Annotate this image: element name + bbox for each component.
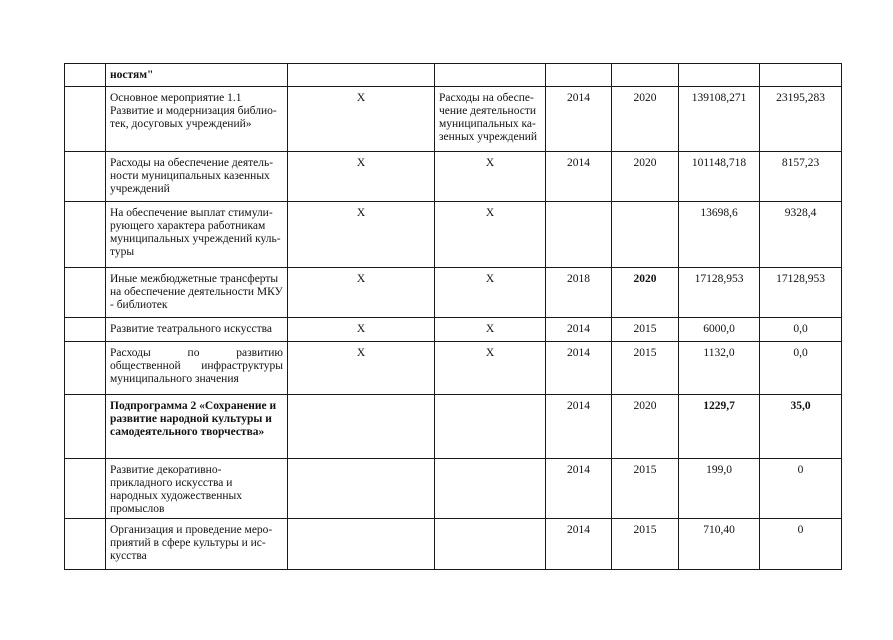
start-year-cell: 2014 [546, 519, 612, 570]
end-year-cell [612, 64, 679, 87]
current-cell: 23195,283 [760, 87, 842, 152]
index-cell [65, 268, 106, 318]
start-year-cell [546, 202, 612, 268]
total-cell: 1132,0 [679, 342, 760, 395]
current-cell: 9328,4 [760, 202, 842, 268]
table-row [65, 395, 842, 459]
responsible-cell: Х [435, 152, 546, 202]
start-year-cell: 2014 [546, 87, 612, 152]
end-year-cell: 2020 [612, 268, 679, 318]
index-cell [65, 318, 106, 342]
start-year-cell: 2014 [546, 459, 612, 519]
budget-table [64, 63, 842, 570]
end-year-cell: 2015 [612, 459, 679, 519]
name-cell: ностям" [106, 64, 288, 87]
name-cell: Основное мероприятие 1.1 Развитие и модернизация библио-тек, досуговых учреждений» [106, 87, 288, 152]
name-cell: Развитие декоративно-прикладного искусства и народных художественных промыслов [106, 459, 288, 519]
coexecutor-cell [288, 395, 435, 459]
index-cell [65, 459, 106, 519]
coexecutor-cell: Х [288, 87, 435, 152]
current-cell: 17128,953 [760, 268, 842, 318]
end-year-cell: 2015 [612, 342, 679, 395]
index-cell [65, 202, 106, 268]
table-row [65, 64, 842, 87]
end-year-cell [612, 202, 679, 268]
total-cell: 17128,953 [679, 268, 760, 318]
current-cell: 8157,23 [760, 152, 842, 202]
current-cell: 0,0 [760, 342, 842, 395]
subprogram-title-cell: Подпрограмма 2 «Сохранение и развитие народной культуры и самодеятельного творчества» [106, 395, 288, 459]
coexecutor-cell [288, 459, 435, 519]
index-cell [65, 152, 106, 202]
current-cell: 0,0 [760, 318, 842, 342]
coexecutor-cell [288, 519, 435, 570]
index-cell [65, 342, 106, 395]
responsible-cell: Х [435, 202, 546, 268]
table-row [65, 202, 842, 268]
coexecutor-cell: Х [288, 152, 435, 202]
current-cell: 35,0 [760, 395, 842, 459]
start-year-cell: 2014 [546, 152, 612, 202]
current-cell: 0 [760, 459, 842, 519]
total-cell [679, 64, 760, 87]
total-cell: 1229,7 [679, 395, 760, 459]
total-cell: 6000,0 [679, 318, 760, 342]
table-row [65, 87, 842, 152]
table-row [65, 459, 842, 519]
start-year-cell [546, 64, 612, 87]
name-cell: Развитие театрального искусства [106, 318, 288, 342]
current-cell: 0 [760, 519, 842, 570]
responsible-cell: Х [435, 342, 546, 395]
responsible-cell [435, 519, 546, 570]
responsible-cell: Х [435, 318, 546, 342]
coexecutor-cell: Х [288, 202, 435, 268]
end-year-cell: 2020 [612, 152, 679, 202]
table-row [65, 318, 842, 342]
end-year-cell: 2020 [612, 395, 679, 459]
index-cell [65, 395, 106, 459]
responsible-cell [435, 459, 546, 519]
coexecutor-cell: Х [288, 318, 435, 342]
total-cell: 101148,718 [679, 152, 760, 202]
name-cell: Организация и проведение меро-приятий в сфере культуры и ис-кусства [106, 519, 288, 570]
table-row [65, 152, 842, 202]
name-cell: Расходы по развитию общественной инфраструктуры муниципального значения [106, 342, 288, 395]
start-year-cell: 2014 [546, 342, 612, 395]
table-row [65, 268, 842, 318]
responsible-cell: Х [435, 268, 546, 318]
responsible-cell [435, 64, 546, 87]
start-year-cell: 2014 [546, 395, 612, 459]
coexecutor-cell: Х [288, 268, 435, 318]
index-cell [65, 64, 106, 87]
start-year-cell: 2014 [546, 318, 612, 342]
name-cell: На обеспечение выплат стимули-рующего характера работникам муниципальных учреждений куль-туры [106, 202, 288, 268]
total-cell: 13698,6 [679, 202, 760, 268]
index-cell [65, 87, 106, 152]
total-cell: 199,0 [679, 459, 760, 519]
end-year-cell: 2015 [612, 318, 679, 342]
responsible-cell [435, 395, 546, 459]
start-year-cell: 2018 [546, 268, 612, 318]
index-cell [65, 519, 106, 570]
total-cell: 710,40 [679, 519, 760, 570]
name-cell: Расходы на обеспечение деятель-ности муниципальных казенных учреждений [106, 152, 288, 202]
responsible-cell: Расходы на обеспе-чение деятельности муниципальных ка-зенных учреждений [435, 87, 546, 152]
name-cell: Иные межбюджетные трансферты на обеспечение деятельности МКУ - библиотек [106, 268, 288, 318]
current-cell [760, 64, 842, 87]
table-row [65, 342, 842, 395]
end-year-cell: 2020 [612, 87, 679, 152]
coexecutor-cell [288, 64, 435, 87]
coexecutor-cell: Х [288, 342, 435, 395]
table-row [65, 519, 842, 570]
end-year-cell: 2015 [612, 519, 679, 570]
total-cell: 139108,271 [679, 87, 760, 152]
